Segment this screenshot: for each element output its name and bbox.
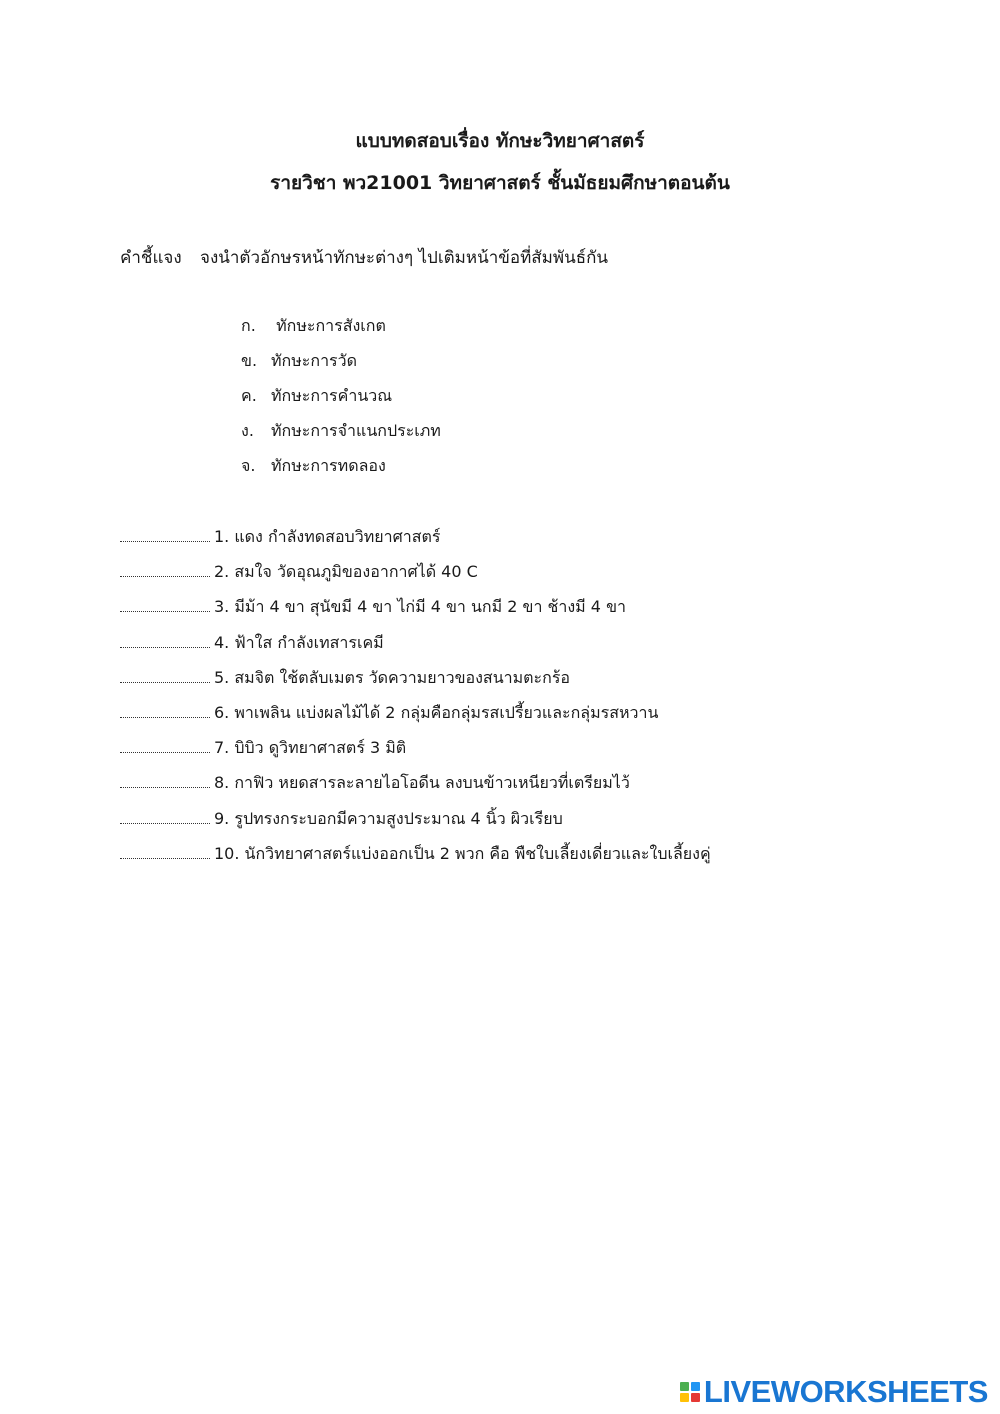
answer-blank[interactable] (120, 736, 210, 753)
skill-option (241, 349, 441, 384)
logo-text: LIVEWORKSHEETS (703, 1374, 988, 1409)
answer-blank[interactable] (120, 595, 210, 612)
option-letter: จ. (241, 456, 256, 475)
option-text: ทักษะการสังเกต (271, 316, 386, 335)
question-item (120, 595, 711, 630)
question-text: 2. สมใจ วัดอุณภูมิของอากาศได้ 40 C (214, 562, 478, 582)
option-text: ทักษะการคำนวณ (271, 386, 393, 405)
option-text: ทักษะการวัด (271, 351, 358, 370)
instruction-text: จงนำตัวอักษรหน้าทักษะต่างๆ ไปเติมหน้าข้อที่สัมพันธ์กัน (200, 248, 608, 268)
answer-blank[interactable] (120, 842, 210, 859)
question-item (120, 525, 711, 560)
page-title: แบบทดสอบเรื่อง ทักษะวิทยาศาสตร์ (355, 130, 645, 152)
question-item (120, 701, 711, 736)
question-item (120, 807, 711, 842)
question-text: 9. รูปทรงกระบอกมีความสูงประมาณ 4 นิ้ว ผิวเรียบ (214, 808, 563, 828)
skill-option (241, 314, 441, 349)
question-text: 5. สมจิต ใช้ตลับเมตร วัดความยาวของสนามตะกร้อ (214, 667, 571, 687)
skill-option (241, 384, 441, 419)
question-item (120, 842, 711, 877)
question-text: 1. แดง กำลังทดสอบวิทยาศาสตร์ (214, 527, 441, 546)
question-text: 6. พาเพลิน แบ่งผลไม้ได้ 2 กลุ่มคือกลุ่มรสเปรี้ยวและกลุ่มรสหวาน (214, 702, 659, 722)
option-text: ทักษะการทดลอง (271, 456, 386, 475)
question-item (120, 771, 711, 806)
question-item (120, 560, 711, 595)
answer-blank[interactable] (120, 771, 210, 788)
skill-options-list (241, 314, 441, 489)
option-letter: ข. (241, 351, 258, 370)
page-subtitle: รายวิชา พว21001 วิทยาศาสตร์ ชั้นมัธยมศึกษาตอนต้น (270, 172, 730, 194)
instruction (120, 244, 608, 271)
instruction-label: คำชี้แจง (120, 248, 182, 268)
question-text: 4. ฟ้าใส กำลังเทสารเคมี (214, 632, 384, 652)
question-item (120, 631, 711, 666)
answer-blank[interactable] (120, 560, 210, 577)
option-letter: ง. (241, 421, 254, 440)
question-text: 8. กาฟิว หยดสารละลายไอโอดีน ลงบนข้าวเหนียวที่เตรียมไว้ (214, 773, 630, 793)
answer-blank[interactable] (120, 525, 210, 542)
skill-option (241, 454, 441, 489)
option-letter: ก. (241, 316, 256, 335)
liveworksheets-logo[interactable] (680, 1374, 988, 1410)
question-text: 3. มีม้า 4 ขา สุนัขมี 4 ขา ไก่มี 4 ขา นกมี 2 ขา ช้างมี 4 ขา (214, 597, 626, 617)
answer-blank[interactable] (120, 701, 210, 718)
answer-blank[interactable] (120, 631, 210, 648)
liveworksheets-logo-icon (680, 1382, 700, 1402)
skill-option (241, 419, 441, 454)
answer-blank[interactable] (120, 666, 210, 683)
question-item (120, 666, 711, 701)
question-item (120, 736, 711, 771)
question-text: 7. บิบิว ดูวิทยาศาสตร์ 3 มิติ (214, 738, 407, 758)
option-letter: ค. (241, 386, 257, 405)
question-text: 10. นักวิทยาศาสตร์แบ่งออกเป็น 2 พวก คือ พืชใบเลี้ยงเดี่ยวและใบเลี้ยงคู่ (214, 843, 711, 863)
answer-blank[interactable] (120, 807, 210, 824)
question-list (120, 525, 711, 877)
option-text: ทักษะการจำแนกประเภท (271, 421, 441, 440)
